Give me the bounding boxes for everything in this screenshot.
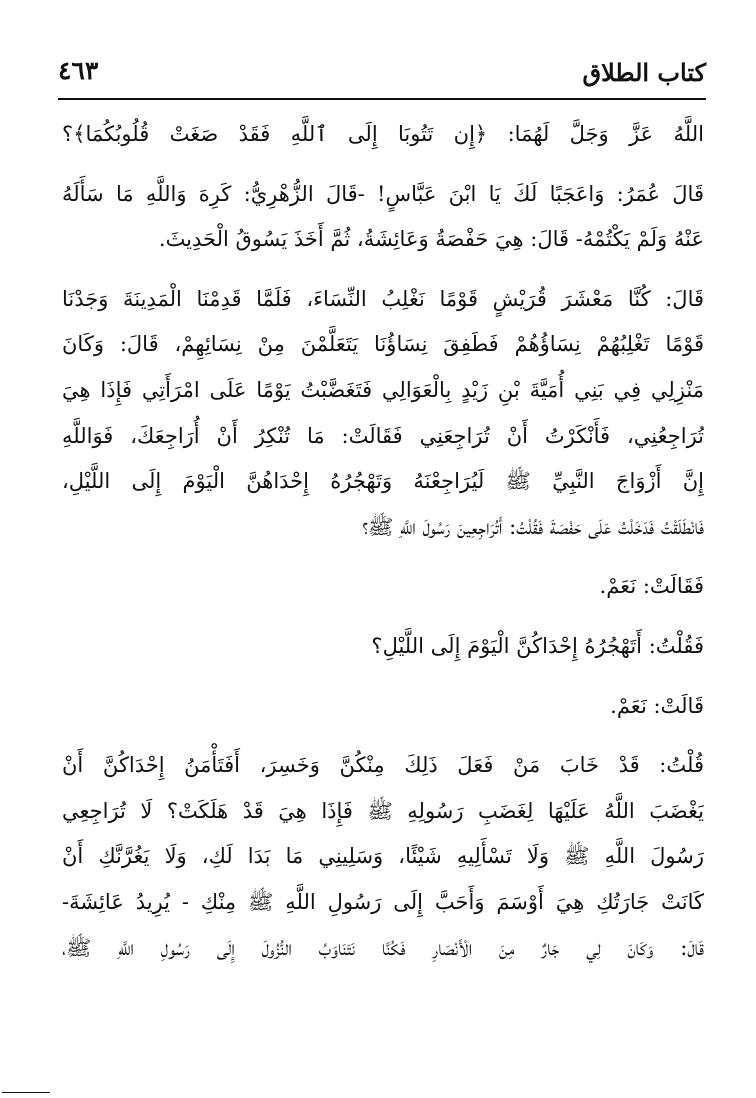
text-line: فَانْطَلَقْتُ فَدَخَلْتُ عَلَى حَفْصَةَ فَقُلْتُ: أَتُرَاجِعِينَ رَسُولَ اللَّهِ ﷺ؟ [362, 514, 704, 539]
paragraph [62, 743, 704, 971]
header-divider [58, 98, 706, 100]
text-line: قُلْتُ: قَدْ خَابَ مَنْ فَعَلَ ذَلِكَ مِنْكُنَّ وَخَسِرَ، أَفَتَأْمَنُ إِحْدَاكُنَّ أَنْ [62, 753, 704, 778]
text-line: قَالَتْ: نَعَمْ. [610, 693, 704, 718]
text-line: عَنْهُ وَلَمْ يَكْتُمْهُ- قَالَ: هِيَ حَفْصَةُ وَعَائِشَةُ، ثُمَّ أَخَذَ يَسُوقُ الْحَدِيثَ. [158, 227, 704, 252]
paragraph [62, 172, 704, 263]
footnote-divider [2, 1092, 50, 1093]
text-line: تُرَاجِعُنِي، فَأَنْكَرْتُ أَنْ تُرَاجِعَنِي فَقَالَتْ: مَا تُنْكِرُ أَنْ أُرَاجِعَكَ، فَوَاللَّهِ [62, 423, 704, 448]
paragraph-gap [62, 158, 704, 172]
page-header [58, 52, 706, 100]
text-line: قَالَ: وَكَانَ لِي جَارٌ مِنَ الْأَنْصَارِ فَكُنَّا نَتَنَاوَبُ النُّزُولَ إِلَى رَسُولِ اللَّهِ ﷺ، [62, 935, 704, 960]
text-line: قَوْمًا تَغْلِبُهُمْ نِسَاؤُهُمْ فَطَفِقَ نِسَاؤُنَا يَتَعَلَّمْنَ مِنْ نِسَائِهِمْ، قَالَ: وَكَانَ [62, 332, 704, 357]
text-line: رَسُولَ اللَّهِ ﷺ وَلَا تَسْأَلِيهِ شَيْئًا، وَسَلِينِي مَا بَدَا لَكِ، وَلَا يَغُرَّنَّكِ أَنْ [62, 844, 704, 869]
body-text [62, 112, 704, 971]
text-line: قَالَ: كُنَّا مَعْشَرَ قُرَيْشٍ قَوْمًا نَغْلِبُ النِّسَاءَ، فَلَمَّا قَدِمْنَا الْمَدِينَةَ وَجَدْنَا [62, 286, 704, 311]
text-line: فَقُلْتُ: أَتَهْجُرُهُ إِحْدَاكُنَّ الْيَوْمَ إِلَى اللَّيْلِ؟ [371, 633, 704, 658]
paragraph [62, 624, 704, 670]
paragraph-gap [62, 729, 704, 743]
paragraph [62, 277, 704, 551]
paragraph-gap [62, 550, 704, 564]
page-number: ٤٦٣ [58, 56, 99, 85]
paragraph-gap [62, 670, 704, 684]
text-line: قَالَ عُمَرُ: وَاعَجَبًا لَكَ يَا ابْنَ عَبَّاسٍ! -قَالَ الزُّهْرِيُّ: كَرِهَ وَاللَّهِ مَا سَأَلَهُ [62, 181, 704, 206]
paragraph [62, 112, 704, 158]
text-line: اللَّهُ عَزَّ وَجَلَّ لَهُمَا: ﴿إِن تَتُوبَا إِلَى ٱللَّهِ فَقَدْ صَغَتْ قُلُوبُكُمَا﴾؟ [62, 122, 704, 146]
paragraph-gap [62, 610, 704, 624]
paragraph-gap [62, 263, 704, 277]
text-line: فَقَالَتْ: نَعَمْ. [599, 574, 704, 599]
text-line: مَنْزِلِي فِي بَنِي أُمَيَّةَ بْنِ زَيْدٍ بِالْعَوَالِي فَتَغَضَّبْتُ يَوْمًا عَلَى امْرَأَتِي فَإِذَا هِيَ [62, 377, 704, 402]
text-line: إِنَّ أَزْوَاجَ النَّبِيِّ ﷺ لَيُرَاجِعْنَهُ وَتَهْجُرُهُ إِحْدَاهُنَّ الْيَوْمَ إِلَى اللَّيْلِ، [62, 469, 704, 494]
text-line: كَانَتْ جَارَتُكِ هِيَ أَوْسَمَ وَأَحَبَّ إِلَى رَسُولِ اللَّهِ ﷺ مِنْكِ - يُرِيدُ عَائِشَةَ- [62, 889, 704, 914]
text-line: يَغْضَبَ اللَّهُ عَلَيْهَا لِغَضَبِ رَسُولِهِ ﷺ فَإِذَا هِيَ قَدْ هَلَكَتْ؟ لَا تُرَاجِعِي [62, 798, 704, 823]
chapter-title: كتاب الطلاق [582, 58, 706, 87]
paragraph [62, 564, 704, 610]
paragraph [62, 684, 704, 730]
